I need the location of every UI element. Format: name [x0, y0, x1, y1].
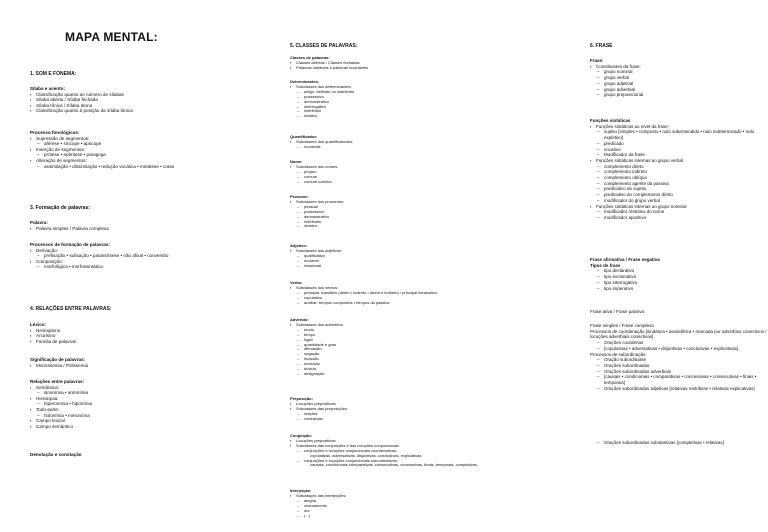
list-item: ▪ Família de palavras: [30, 339, 230, 345]
list-subitem: – relativo: [290, 224, 505, 229]
subheading: Funções sintáticas: [590, 118, 631, 123]
subheading: Sílaba e acento:: [30, 86, 65, 91]
list-item: ▪ Subclasses das interjeições:: [290, 494, 505, 499]
list-subitem: – modo: [290, 328, 505, 333]
list-subitem: – predicativo do complemento direto: [590, 192, 768, 198]
list-subitem: – numeral: [290, 259, 505, 264]
list-subitem: – assimilação • dissimilação • redução vocálica • metátese • crase: [30, 164, 230, 170]
list-item: ▪ Subclasses dos pronomes:: [290, 200, 505, 205]
text-line: Frase simples / Frase complexa: [590, 323, 654, 328]
subheading: Classes de palavras:: [290, 55, 330, 60]
list-item: ▪ Derivação:: [30, 248, 230, 254]
list-subitem: – tipo declarativo: [590, 268, 768, 274]
main-title: MAPA MENTAL:: [65, 30, 158, 44]
list-subitem: – dúvida: [290, 367, 505, 372]
list-item: ▪ Subclasses dos nomes:: [290, 165, 505, 170]
adverbio-block: [290, 318, 505, 377]
list-item: ▪ Constituintes da frase:: [590, 64, 768, 70]
list-item: ▪ Supressão de segmentos:: [30, 136, 230, 142]
list-subitem: – modificador restritivo do nome: [590, 209, 768, 215]
subheading: Processos de formação de palavras:: [30, 242, 110, 247]
list-subitem: – modificador do grupo verbal: [590, 198, 768, 204]
list-subitem: – relativo: [290, 114, 505, 119]
subheading: Advérbio:: [290, 317, 309, 322]
list-subitem: – grupo verbal: [590, 75, 768, 81]
subheading: Tipos de frase: [590, 262, 621, 268]
list-item: ▪ Todo-parte:: [30, 407, 230, 413]
subheading: Processo fonológicos:: [30, 130, 80, 135]
palavra-block: [30, 220, 230, 231]
classes-block: [290, 56, 505, 71]
list-item: ▪ Subclasses dos quantificadores:: [290, 140, 505, 145]
list-subitem: – numerais: [290, 145, 505, 150]
adjetivo-block: [290, 244, 505, 269]
list-item: ▪ Inserção de segmentos:: [30, 147, 230, 153]
text-line: Frase ativa / Frase passiva: [590, 309, 645, 314]
list-subitem: – sujeito [simples • composto • nulo subentendido • nulo indeterminado • nulo expletivo]: [590, 129, 768, 140]
subheading: Relações entre palavras:: [30, 379, 85, 384]
list-subitem: – pessoal: [290, 205, 505, 210]
list-item: ▪ Classes abertas / Classes fechadas: [290, 61, 505, 66]
funcoes-sintaticas-block: [590, 118, 768, 221]
list-item: ▪ Neologismo: [30, 328, 230, 334]
list-subitem: – grupo preposicional: [590, 92, 768, 98]
list-item: ▪ Classificação quanto à posição da sílaba tônica: [30, 108, 230, 114]
list-item: ▪ Composição:: [30, 259, 230, 265]
subheading: Significação de palavras:: [30, 357, 86, 362]
list-subitem: – tempo: [290, 333, 505, 338]
list-subitem: – interrogativo: [290, 105, 505, 110]
list-subitem: – Orações subordinadas adjetivas [relativas restritivas • relativas explicativas]: [590, 386, 768, 392]
column-middle: [290, 0, 505, 532]
subheading: Frase:: [590, 58, 604, 63]
list-subitem: – simples: [290, 412, 505, 417]
subheading: Pronome:: [290, 194, 309, 199]
list-item: ▪ Subclasses das preposições:: [290, 407, 505, 412]
ativa-passiva-block: [590, 309, 768, 315]
list-item: ▪ Hierarquia:: [30, 396, 230, 402]
list-item: ▪ Campo lexical: [30, 418, 230, 424]
lexico-block: [30, 322, 230, 344]
preposicao-block: [290, 397, 505, 422]
list-subitem: – complemento oblíquo: [590, 175, 768, 181]
section-formacao: [30, 206, 230, 212]
list-subitem: – indefinido: [290, 220, 505, 225]
simples-complexa-block: [590, 323, 768, 391]
list-item: ▪ Subclasses dos advérbios:: [290, 323, 505, 328]
quantificador-block: [290, 135, 505, 150]
list-item: ▪ Arcaísmo: [30, 333, 230, 339]
section-classes: [290, 44, 505, 49]
relacoes-block: [30, 379, 230, 429]
list-subitem: – inclusão: [290, 357, 505, 362]
list-subitem: – complemento agente da passiva: [590, 181, 768, 187]
section-title: 6. FRASE: [590, 43, 613, 49]
subheading: Conjunção:: [290, 433, 312, 438]
list-subitem: – artigo: definido ou indefinido: [290, 90, 505, 95]
list-subitem: – principal: transitivo (direto • indireto • direto e indireto) / principal intransitivo: [290, 291, 505, 296]
list-subitem: – morfológica • morfossintática: [30, 264, 230, 270]
subheading: Verbo:: [290, 280, 303, 285]
list-subitem: – copulativo: [290, 296, 505, 301]
section-title: 3. Formação de palavras:: [30, 205, 91, 211]
list-subitem: – prefixação • sufixação • parassíntese • não afixal • conversão: [30, 253, 230, 259]
list-subitem: – alegria: [290, 499, 505, 504]
determinantes-block: [290, 80, 505, 119]
nome-block: [290, 160, 505, 185]
section-som-fonema: [30, 72, 230, 78]
subheading: Denotação e conotação: [30, 452, 82, 457]
list-subitem: – demonstrativo: [290, 100, 505, 105]
list-subitem: – aférese • síncope • apócope: [30, 141, 230, 147]
verbo-block: [290, 281, 505, 306]
list-subitem: – (...): [290, 514, 505, 519]
list-subitem: – tipo interrogativo: [590, 280, 768, 286]
list-item: ▪ Sílaba aberta / Sílaba fechada: [30, 97, 230, 103]
list-subitem: – comum coletivo: [290, 180, 505, 185]
list-subitem: – comum: [290, 175, 505, 180]
subheading: Quantificador:: [290, 134, 318, 139]
list-item: ▪ Funções sintáticas internas ao grupo nominal: [590, 204, 768, 210]
list-subitem: – negação: [290, 352, 505, 357]
denotacao-block: [30, 452, 230, 458]
processos-fonologicos-block: [30, 130, 230, 169]
list-subitem: – prótese • epêntese • paragoge: [30, 152, 230, 158]
afirmativa-block: [590, 257, 768, 291]
list-subitem: – Orações subordinadas adverbiais: [590, 369, 768, 375]
list-item: ▪ Palavra simples / Palavra complexa: [30, 226, 230, 232]
list-subitem: – possessivo: [290, 210, 505, 215]
section-title: 4. RELAÇÕES ENTRE PALAVRAS:: [30, 306, 112, 312]
list-item: ▪ Locuções prepositivas: [290, 402, 505, 407]
section-title: 5. CLASSES DE PALAVRAS:: [290, 43, 358, 49]
list-subitem: – conjunções e locuções conjuncionais coordenativas:: [290, 449, 505, 454]
list-subitem: – Oração subordinante: [590, 357, 768, 363]
list-subitem: – complemento direto: [590, 164, 768, 170]
list-subitem: – indefinido: [290, 109, 505, 114]
list-subitem: – contraídas: [290, 417, 505, 422]
subheading: Nome:: [290, 159, 303, 164]
list-subitem: – predicativo do sujeito: [590, 186, 768, 192]
frase-block: [590, 58, 768, 98]
list-item: ▪ Subclasses das conjunções e das locuções conjuncionais:: [290, 444, 505, 449]
list-text: causais, condicionais comparativas, consecutivas, concessivas, finais, temporais, completivas,: [310, 462, 478, 468]
list-subitem: – Orações subordinadas: [590, 363, 768, 369]
interjeicao-block: [290, 489, 505, 518]
list-subitem: – vocativo: [590, 147, 768, 153]
list-item: ▪ Subclasses dos determinantes:: [290, 85, 505, 90]
list-subitem: – grupo nominal: [590, 69, 768, 75]
list-subitem: – modificador apositivo: [590, 215, 768, 221]
list-subitem: – hiperonímia • hiponímia: [30, 401, 230, 407]
section-relacoes: [30, 307, 230, 313]
list-subitem: – conjunções e locuções conjuncionais subordinativas:: [290, 459, 505, 464]
significacao-block: [30, 357, 230, 368]
list-subitem: – demonstrativo: [290, 215, 505, 220]
list-subitem: – Modificador da frase: [590, 152, 768, 158]
list-item: ▪ Locuções prepositivas: [290, 439, 505, 444]
conjuncao-block: [290, 434, 505, 468]
list-subitem: – exclusão: [290, 362, 505, 367]
list-item: ▪ Alteração de segmentos:: [30, 158, 230, 164]
pronome-block: [290, 195, 505, 229]
list-item: ▪ Sílaba tônica / Sílaba átona: [30, 103, 230, 109]
list-subitem: – tipo imperativo: [590, 286, 768, 292]
list-item: ▪ Funções sintáticas internas ao grupo verbal: [590, 158, 768, 164]
list-subitem: – predicado: [590, 141, 768, 147]
list-subitem: – tipo exclamativo: [590, 274, 768, 280]
section-frase: [590, 44, 768, 50]
subheading: Determinantes:: [290, 79, 320, 84]
list-subitem: – Orações coordenas: [590, 340, 768, 346]
list-subitem: – grupo adverbial: [590, 87, 768, 93]
list-item: ▪ Funções sintáticas ao nível da frase:: [590, 124, 768, 130]
list-item: ▪ Monossemia / Polissemia: [30, 363, 230, 369]
text-line: Processos de subordinação: [590, 351, 646, 357]
subheading: Adjetivo:: [290, 243, 308, 248]
list-subitem: – dor: [290, 509, 505, 514]
list-subitem: – lugar: [290, 338, 505, 343]
column-left: [30, 0, 230, 532]
list-subitem: – [copulativas • adversativas • disjuntivas • conclusivas • explicativas]: [590, 346, 768, 352]
list-item: ▪ Semântica:: [30, 385, 230, 391]
list-subitem: – holonímia • meronímia: [30, 413, 230, 419]
list-subitem: – qualificativo: [290, 254, 505, 259]
list-subitem: – [causais • condicionais • comparativas • concessivas • consecutivas • finais • temporais]: [590, 374, 768, 385]
subheading: Interjeição:: [290, 488, 312, 493]
processos-formacao-block: [30, 242, 230, 270]
list-subitem: – chamamento: [290, 504, 505, 509]
list-subitem: – designação: [290, 372, 505, 377]
list-subitem: – sinonímia • antonímia: [30, 390, 230, 396]
list-item: ▪ Subclasses dos verbos:: [290, 286, 505, 291]
list-text: copulativas, adversativas, disjuntivas, conclusivas, explicativas: [310, 452, 422, 458]
list-subitem: – complemento indireto: [590, 169, 768, 175]
silaba-acento-block: [30, 86, 230, 114]
list-subitem: – possessivo: [290, 95, 505, 100]
list-item: ▪ Classificação quanto ao número de sílabas: [30, 92, 230, 98]
subheading: Frase afirmativa / Frase negativa: [590, 257, 660, 262]
list-subitem: – afirmação: [290, 347, 505, 352]
list-subitem: – quantidade e grau: [290, 343, 505, 348]
subheading: Palavra:: [30, 220, 48, 225]
subheading: Preposição:: [290, 396, 313, 401]
text-line: Processos de coordenação [sindética • assindética • marcada por advérbios conectivos / locuções adverbiais conectivas]: [590, 328, 767, 340]
subheading: Léxico:: [30, 322, 47, 327]
section-title: 1. SOM E FONEMA:: [30, 71, 77, 77]
list-subitem: – grupo adjetival: [590, 81, 768, 87]
list-subitem: – Orações subordinadas substantivas [completivas • relativas]: [590, 440, 768, 446]
substantivas-block: [590, 440, 768, 446]
list-subitem: – próprio: [290, 170, 505, 175]
list-item: ▪ Campo semântico: [30, 424, 230, 430]
column-right: [590, 0, 768, 532]
list-subitem: – relacional: [290, 264, 505, 269]
list-item: ▪ Palavras variáveis e palavras invariáveis: [290, 66, 505, 71]
list-item: ▪ Subclasses dos adjetivos:: [290, 249, 505, 254]
list-subitem: – auxiliar: tempos compostos • tempos da passiva: [290, 301, 505, 306]
